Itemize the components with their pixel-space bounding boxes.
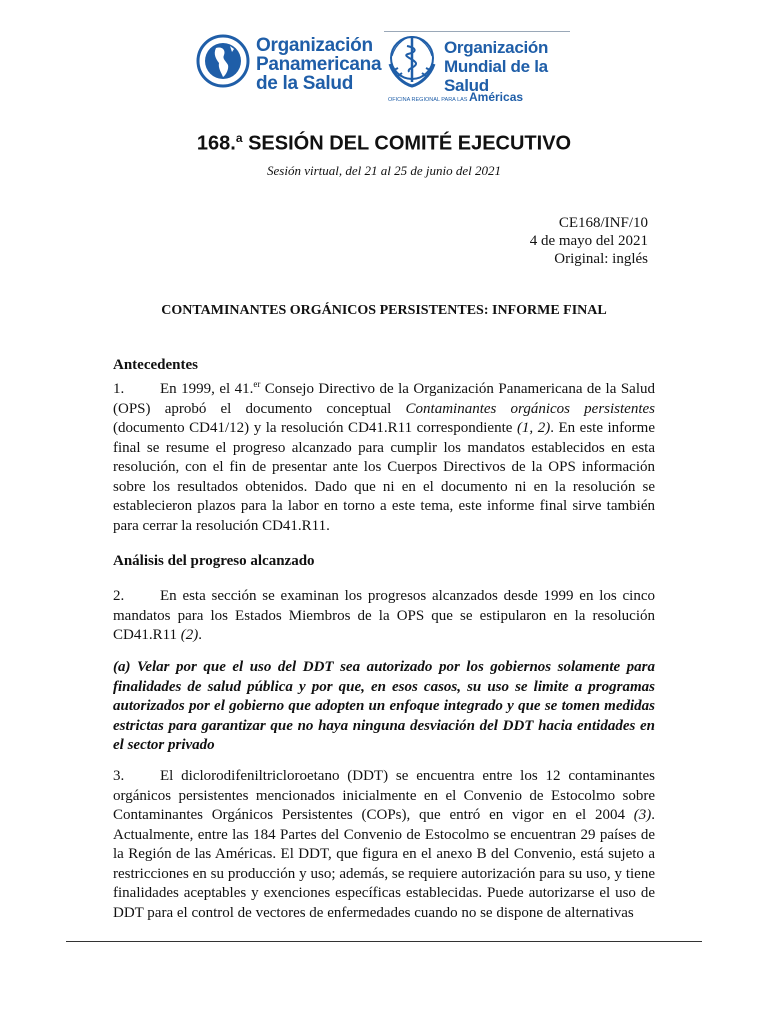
document-heading: CONTAMINANTES ORGÁNICOS PERSISTENTES: INFORME FINAL — [161, 303, 607, 318]
paragraph-2 — [113, 587, 655, 646]
paragraph-3 — [113, 767, 655, 923]
p2-text-b: . — [198, 627, 203, 643]
paragraph-number: 2. — [113, 588, 125, 604]
paragraph-number: 1. — [113, 381, 125, 397]
p1-text-c: (documento CD41/12) y la resolución CD41.R11 correspondiente — [113, 420, 517, 436]
oms-sub-small: OFICINA REGIONAL PARA LAS — [388, 97, 468, 103]
session-subtitle: Sesión virtual, del 21 al 25 de junio del 2021 — [267, 163, 501, 178]
p3-text-b: . Actualmente, entre las 184 Partes del Convenio de Estocolmo se encuentran 29 países de la Región de las Américas. El DDT, que figura en el anexo B del Convenio, está sujeto a restricciones en su producción y uso; además, se requiere autorización para su uso, y tiene finalidades aceptables y exenciones específicas establecidas. Puede autorizarse el uso de DDT para el control de vectores de enfermedades cuando no se dispone de alternativas — [113, 807, 655, 921]
oms-sub-americas: Américas — [469, 90, 524, 104]
reference-block — [530, 214, 648, 268]
ops-logo — [196, 32, 382, 102]
p1-citation: (1, 2) — [516, 420, 551, 436]
footer-rule — [66, 941, 702, 942]
ops-globe-icon — [196, 34, 250, 88]
paragraph-1 — [113, 375, 655, 536]
section-heading-antecedentes: Antecedentes — [113, 357, 198, 373]
section-heading-analisis: Análisis del progreso alcanzado — [113, 553, 315, 569]
p2-citation: (2) — [180, 627, 199, 643]
p3-text-a: El diclorodifeniltricloroetano (DDT) se encuentra entre los 12 contaminantes orgánicos persistentes mencionados inicialmente en el Convenio de Estocolmo sobre Contaminantes Orgánicos Persistentes (COPs), que entró en vigor en el 2004 — [113, 768, 655, 823]
title-number: 168. — [196, 132, 236, 155]
oms-wordmark: Organización Mundial de la Salud — [444, 38, 549, 95]
title-text: SESIÓN DEL COMITÉ EJECUTIVO — [242, 132, 572, 155]
p1-text-a: En 1999, el 41. — [160, 381, 254, 397]
p2-text-a: En esta sección se examinan los progresos alcanzados desde 1999 en los cinco mandatos para los Estados Miembros de la OPS que se estipularon en la resolución CD41.R11 — [113, 588, 655, 643]
who-emblem-icon — [384, 32, 440, 94]
document-original-language: Original: inglés — [554, 251, 648, 267]
session-title — [0, 131, 768, 156]
ops-wordmark: Organización Panamericana de la Salud — [256, 35, 382, 94]
oms-regional-office — [388, 90, 523, 104]
p3-citation: (3) — [633, 807, 652, 823]
p1-ordinal: er — [253, 379, 261, 389]
document-code: CE168/INF/10 — [558, 215, 648, 231]
oms-logo — [384, 32, 584, 102]
mandate-a-heading: (a) Velar por que el uso del DDT sea autorizado por los gobiernos solamente para finalidades de salud pública y por que, en esos casos, su uso se limite a programas autorizados por el gobierno que adopten un enfoque integrado y que se tomen medidas estrictas para garantizar que no haya ninguna desviación del DDT hacia entidades en el sector privado — [113, 659, 655, 753]
document-date: 4 de mayo del 2021 — [529, 233, 648, 249]
p1-text-b: Consejo Directivo de la Organización Panamericana de la Salud (OPS) aprobó el documento conceptual — [113, 381, 655, 417]
p1-text-d: . En este informe final se resume el progreso alcanzado para cumplir los mandatos establecidos en esta resolución, con el fin de presentar ante los Cuerpos Directivos de la OPS información sobre los resultados obtenidos. Dado que ni en el documento ni en la resolución se establecieron plazos para la labor en torno a este tema, este informe final sirve también para cerrar la resolución CD41.R11. — [113, 420, 655, 534]
paragraph-number: 3. — [113, 768, 125, 784]
p1-doc-title: Contaminantes orgánicos persistentes — [405, 400, 656, 417]
title-ordinal: a — [235, 131, 243, 145]
